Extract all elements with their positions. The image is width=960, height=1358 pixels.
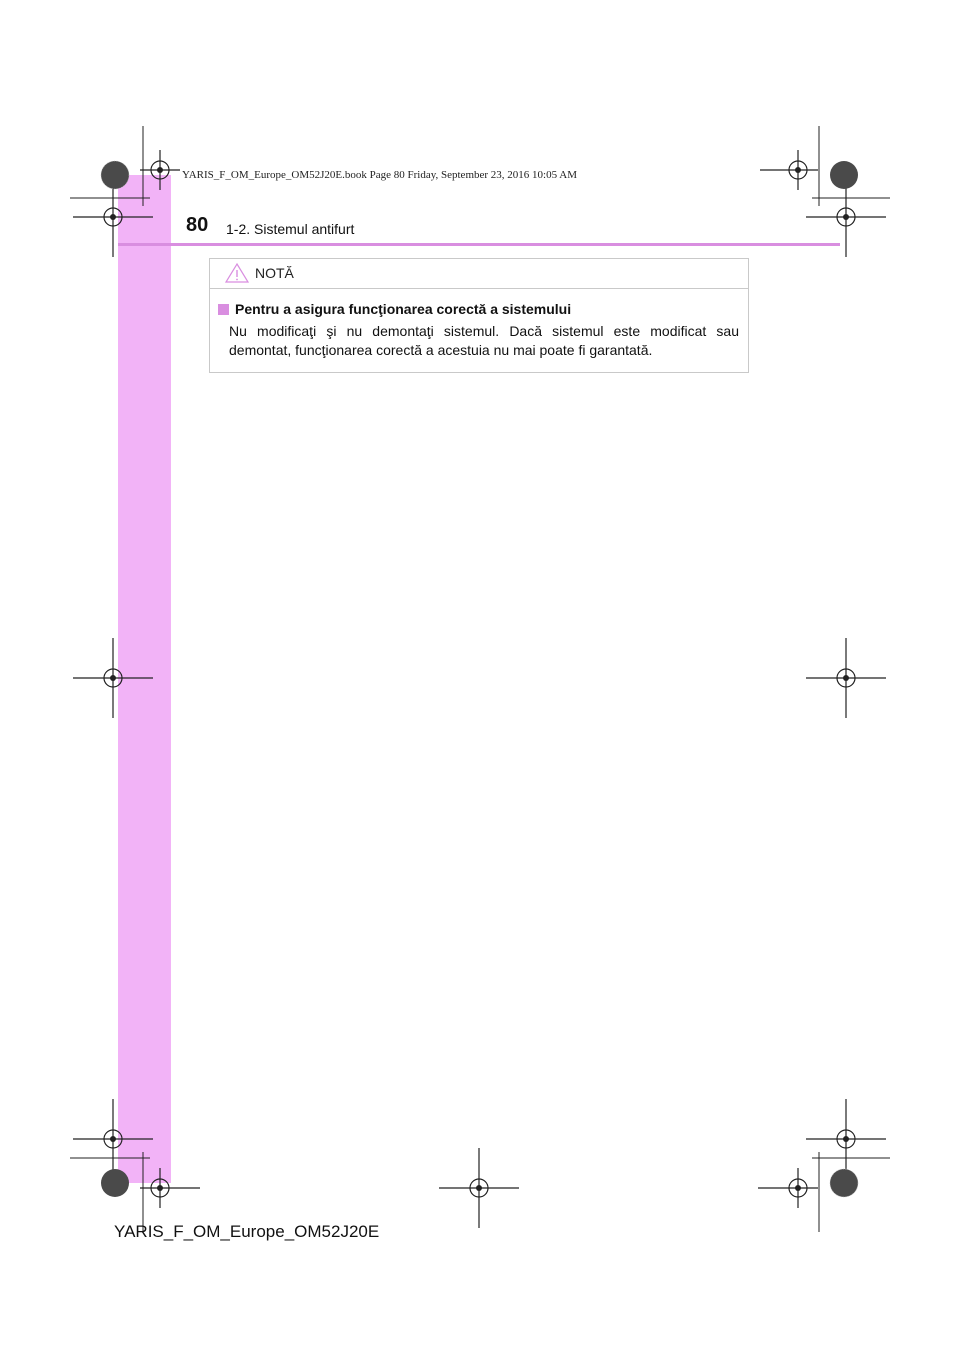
book-file-stamp: YARIS_F_OM_Europe_OM52J20E.book Page 80 Friday, September 23, 2016 10:05 AM — [182, 169, 577, 181]
warning-triangle-icon — [224, 262, 250, 284]
notice-header — [210, 259, 748, 289]
square-bullet-icon — [218, 304, 229, 315]
notice-title: NOTĂ — [255, 265, 294, 281]
notice-heading-text: Pentru a asigura funcţionarea corectă a sistemului — [235, 301, 572, 317]
notice-heading — [218, 301, 571, 317]
footer-document-code: YARIS_F_OM_Europe_OM52J20E — [114, 1222, 380, 1241]
notice-body: Nu modificaţi şi nu demontaţi sistemul. Dacă sistemul este modificat sau demontat, funcţionarea corectă a acestuia nu mai poate fi garantată. — [229, 323, 739, 358]
notice-box — [209, 258, 749, 373]
header-rule — [118, 243, 840, 246]
section-title: 1-2. Sistemul antifurt — [226, 221, 355, 237]
page-number: 80 — [186, 214, 209, 236]
